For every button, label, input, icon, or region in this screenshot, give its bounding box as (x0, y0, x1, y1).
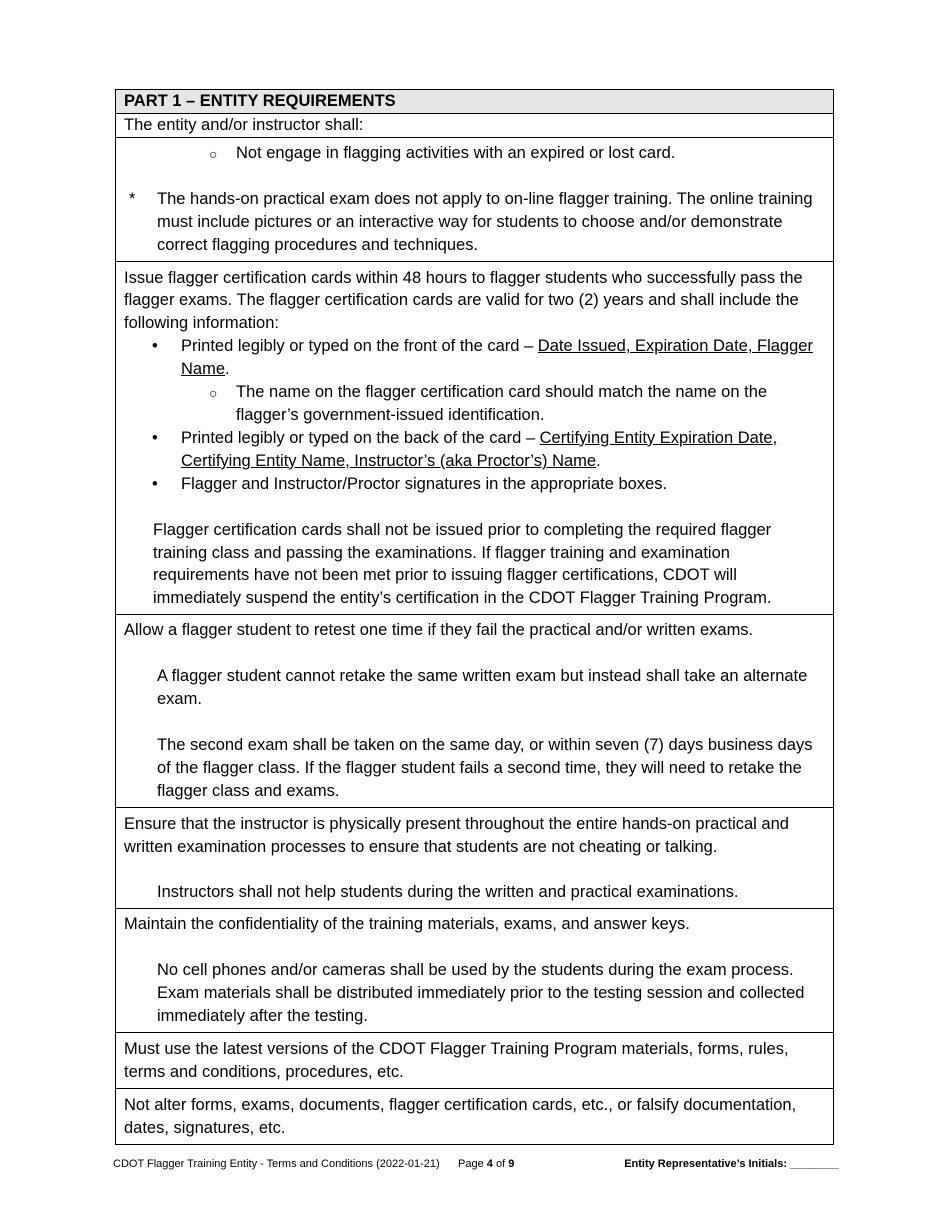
instructor-present-note: Instructors shall not help students during the written and practical examinations. (157, 883, 739, 902)
bullet-signatures-text: Flagger and Instructor/Proctor signatures in the appropriate boxes. (181, 474, 668, 493)
certification-closing-text: Flagger certification cards shall not be issued prior to completing the required flagger training class and passing the examinations. If flagger training and examination requirements have not been met prior to issuing flagger certifications, CDOT will immediately suspend the entity’s certification in the CDOT Flagger Training Program. (153, 520, 772, 608)
requirement-row-latest-versions (116, 1032, 833, 1088)
requirement-row-no-alteration (116, 1088, 833, 1144)
sub-bullet-name-match (124, 381, 825, 427)
hollow-circle-bullet-icon: ○ (209, 145, 218, 162)
bullet-back-suffix: . (596, 451, 601, 470)
certification-lead-text: Issue flagger certification cards within 48 hours to flagger students who successfully pass the flagger exams. The flagger certification cards are valid for two (2) years and shall include the following information: (124, 268, 803, 333)
no-alteration-text: Not alter forms, exams, documents, flagger certification cards, etc., or falsify documentation, dates, signatures, etc. (124, 1095, 797, 1137)
intro-text: The entity and/or instructor shall: (124, 116, 364, 134)
footer-page-current: 4 (486, 1158, 493, 1170)
requirements-table (115, 89, 834, 1145)
retest-note-second-exam: The second exam shall be taken on the same day, or within seven (7) days business days of the flagger class. If the flagger student fails a second time, they will need to retake the flagger class and exams. (157, 735, 813, 800)
requirement-row-confidentiality (116, 908, 833, 1032)
footer-initials-label: Entity Representative’s Initials: ________ (624, 1158, 839, 1170)
online-training-note (124, 188, 825, 257)
bullet-item-signatures (124, 473, 825, 496)
requirement-row-certification-cards (116, 261, 833, 615)
hollow-circle-bullet-icon: ○ (209, 385, 218, 402)
footer-left (113, 1158, 514, 1170)
latest-versions-text: Must use the latest versions of the CDOT Flagger Training Program materials, forms, rules, terms and conditions, procedures, etc. (124, 1040, 789, 1081)
bullet-dot-icon: • (152, 474, 158, 493)
online-training-note-text: The hands-on practical exam does not apply to on-line flagger training. The online training must include pictures or an interactive way for students to choose and/or demonstrate correct flagging procedures and techniques. (157, 189, 813, 254)
bullet-front-prefix: Printed legibly or typed on the front of the card – (181, 337, 538, 356)
intro-row (116, 113, 833, 137)
instructor-present-lead-text: Ensure that the instructor is physically present throughout the entire hands-on practical and written examination processes to ensure that students are not cheating or talking. (124, 814, 789, 856)
bullet-back-prefix: Printed legibly or typed on the back of the card – (181, 428, 540, 447)
bullet-front-underlined: Date Issued, Expiration Date, Flagger Name (181, 337, 813, 379)
footer-page-of: of (495, 1158, 506, 1170)
confidentiality-lead-text: Maintain the confidentiality of the training materials, exams, and answer keys. (124, 915, 690, 934)
section-header: PART 1 – ENTITY REQUIREMENTS (116, 90, 833, 113)
bullet-dot-icon: • (152, 428, 158, 447)
bullet-dot-icon: • (152, 337, 158, 356)
requirement-row-retest (116, 614, 833, 806)
retest-note-alternate-exam: A flagger student cannot retake the same written exam but instead shall take an alternate exam. (157, 667, 808, 709)
bullet-item-back-card (124, 427, 825, 473)
footer-doc-title: CDOT Flagger Training Entity - Terms and Conditions (2022-01-21) (113, 1158, 440, 1170)
bullet-item-front-card (124, 335, 825, 381)
sub-bullet-text: Not engage in flagging activities with an expired or lost card. (236, 143, 676, 162)
confidentiality-note: No cell phones and/or cameras shall be used by the students during the exam process. Exam materials shall be distributed immediately prior to the testing session and collected immediately after the testing. (157, 961, 805, 1026)
bullet-back-underlined: Certifying Entity Expiration Date, Certifying Entity Name, Instructor’s (aka Proctor’s) Name (181, 428, 778, 470)
requirement-row-card-use (116, 137, 833, 261)
sub-bullet-name-match-text: The name on the flagger certification card should match the name on the flagger’s government-issued identification. (236, 383, 768, 424)
footer-page-word: Page (458, 1158, 484, 1170)
footer-page-total: 9 (508, 1158, 515, 1170)
bullet-front-suffix: . (225, 360, 230, 379)
requirement-row-instructor-present (116, 807, 833, 909)
retest-lead-text: Allow a flagger student to retest one time if they fail the practical and/or written exams. (124, 621, 754, 640)
asterisk-mark: * (129, 189, 136, 208)
sub-bullet-item (124, 142, 825, 165)
